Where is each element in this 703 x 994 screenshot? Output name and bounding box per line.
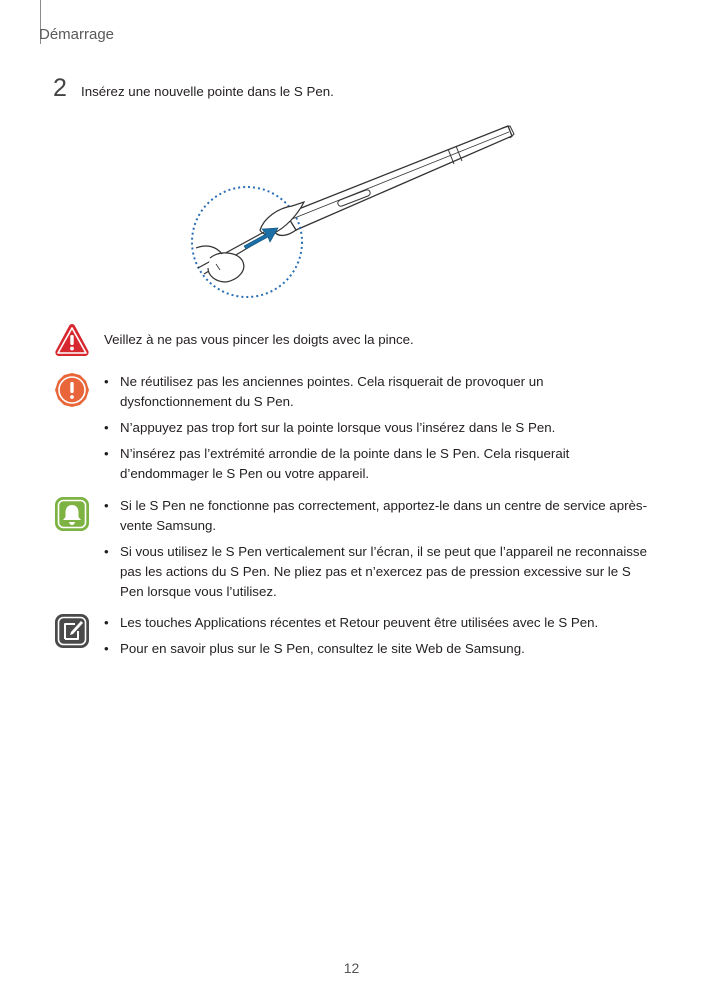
detail-zoom xyxy=(196,202,304,282)
memo-pen-icon xyxy=(54,613,90,649)
notice-list xyxy=(104,496,652,608)
list-item: • Ne réutilisez pas les anciennes pointes. Cela risquerait de provoquer un dysfonctionnement du S Pen. xyxy=(104,374,544,409)
tip-list xyxy=(104,613,652,665)
warning-text: Veillez à ne pas vous pincer les doigts avec la pince. xyxy=(104,332,414,347)
list-item: • N’appuyez pas trop fort sur la pointe lorsque vous l’insérez dans le S Pen. xyxy=(104,420,556,435)
warning-triangle-icon xyxy=(54,322,90,358)
list-item: • Si le S Pen ne fonctionne pas correctement, apportez-le dans un centre de service après-vente Samsung. xyxy=(104,498,647,533)
section-title: Démarrage xyxy=(39,26,115,43)
caution-list xyxy=(104,372,652,490)
list-item: • Pour en savoir plus sur le S Pen, consultez le site Web de Samsung. xyxy=(104,641,525,656)
step-instruction: Insérez une nouvelle pointe dans le S Pen. xyxy=(81,84,334,99)
exclamation-circle-icon xyxy=(54,372,90,408)
s-pen-illustration xyxy=(186,118,520,304)
list-item: • Les touches Applications récentes et Retour peuvent être utilisées avec le S Pen. xyxy=(104,615,599,630)
s-pen-body xyxy=(274,126,514,235)
step-number: 2 xyxy=(53,74,67,102)
bell-icon xyxy=(54,496,90,532)
page-number: 12 xyxy=(343,960,360,976)
zoom-circle xyxy=(192,187,302,297)
list-item: • N’insérez pas l’extrémité arrondie de la pointe dans le S Pen. Cela risquerait d’endommager le S Pen ou votre appareil. xyxy=(104,446,570,481)
list-item: • Si vous utilisez le S Pen verticalement sur l’écran, il se peut que l’appareil ne reconnaisse pas les actions du S Pen. Ne pliez pas et n’exercez pas de pression excessive sur le S Pen lorsque vous l’utilisez. xyxy=(104,544,647,599)
